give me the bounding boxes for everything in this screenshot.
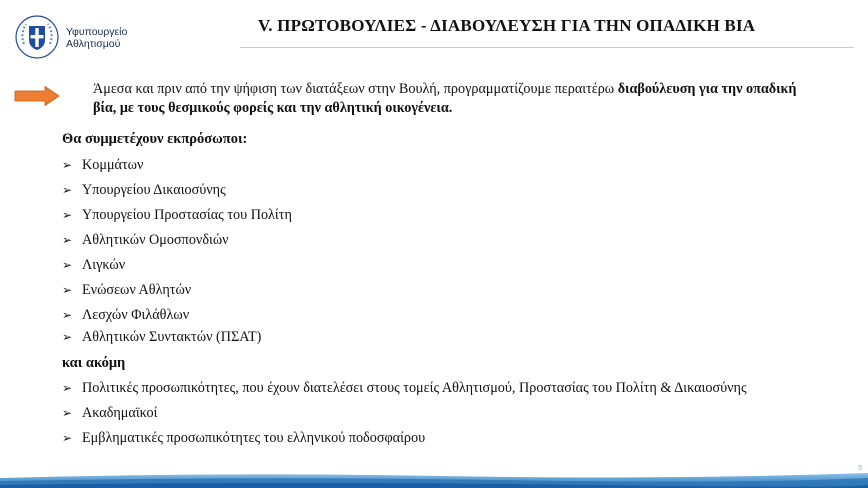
- title-divider: [240, 47, 854, 48]
- intro-text: Άμεσα και πριν από την ψήφιση των διατάξεων στην Βουλή, προγραμματίζουμε περαιτέρω: [93, 81, 618, 97]
- additional-item: ➢ Ακαδημαϊκοί: [62, 405, 158, 421]
- ministry-name-line1: Υφυπουργείο: [66, 26, 128, 38]
- additional-item: ➢ Εμβληματικές προσωπικότητες του ελληνικού ποδοσφαίρου: [62, 430, 426, 446]
- participant-item: ➢ Αθλητικών Ομοσπονδιών: [62, 232, 229, 248]
- participant-item: ➢ Λεσχών Φιλάθλων: [62, 307, 190, 323]
- ministry-name: [66, 26, 127, 50]
- bullet-arrow-icon: ➢: [62, 431, 73, 445]
- slide-title: V. ΠΡΩΤΟΒΟΥΛΙΕΣ - ΔΙΑΒΟΥΛΕΥΣΗ ΓΙΑ ΤΗΝ ΟΠΑΔΙΚΗ ΒΙΑ: [258, 16, 756, 35]
- bullet-arrow-icon: ➢: [62, 233, 73, 247]
- intro-paragraph: [93, 80, 823, 118]
- participant-item: ➢ Λιγκών: [62, 257, 126, 273]
- participant-item: ➢ Ενώσεων Αθλητών: [62, 282, 192, 298]
- participant-item: ➢ Υπουργείου Δικαιοσύνης: [62, 182, 226, 198]
- bullet-arrow-icon: ➢: [62, 283, 73, 297]
- bullet-arrow-icon: ➢: [62, 308, 73, 322]
- page-number: 5: [858, 465, 862, 472]
- bullet-arrow-icon: ➢: [62, 158, 73, 172]
- greek-emblem-logo: [14, 14, 60, 60]
- additional-heading: και ακόμη: [62, 355, 126, 371]
- bullet-arrow-icon: ➢: [62, 330, 73, 344]
- orange-arrow-icon: [14, 86, 60, 106]
- intro-bold-text: διαβούλευση για την οπαδική βία, με τους θεσμικούς φορείς και την αθλητική οικογένεια.: [93, 81, 797, 116]
- participant-item: ➢ Αθλητικών Συντακτών (ΠΣΑΤ): [62, 329, 262, 345]
- bullet-arrow-icon: ➢: [62, 381, 73, 395]
- footer-wave-band: [0, 470, 868, 488]
- participants-heading: Θα συμμετέχουν εκπρόσωποι:: [62, 131, 248, 147]
- bullet-arrow-icon: ➢: [62, 208, 73, 222]
- participant-item: ➢ Υπουργείου Προστασίας του Πολίτη: [62, 207, 292, 223]
- ministry-name-line2: Αθλητισμού: [66, 38, 121, 50]
- additional-item: ➢ Πολιτικές προσωπικότητες, που έχουν διατελέσει στους τομείς Αθλητισμού, Προστασίας του Πολίτη & Δικαιοσύνης: [62, 380, 747, 396]
- bullet-arrow-icon: ➢: [62, 258, 73, 272]
- bullet-arrow-icon: ➢: [62, 406, 73, 420]
- bullet-arrow-icon: ➢: [62, 183, 73, 197]
- participant-item: ➢ Κομμάτων: [62, 157, 144, 173]
